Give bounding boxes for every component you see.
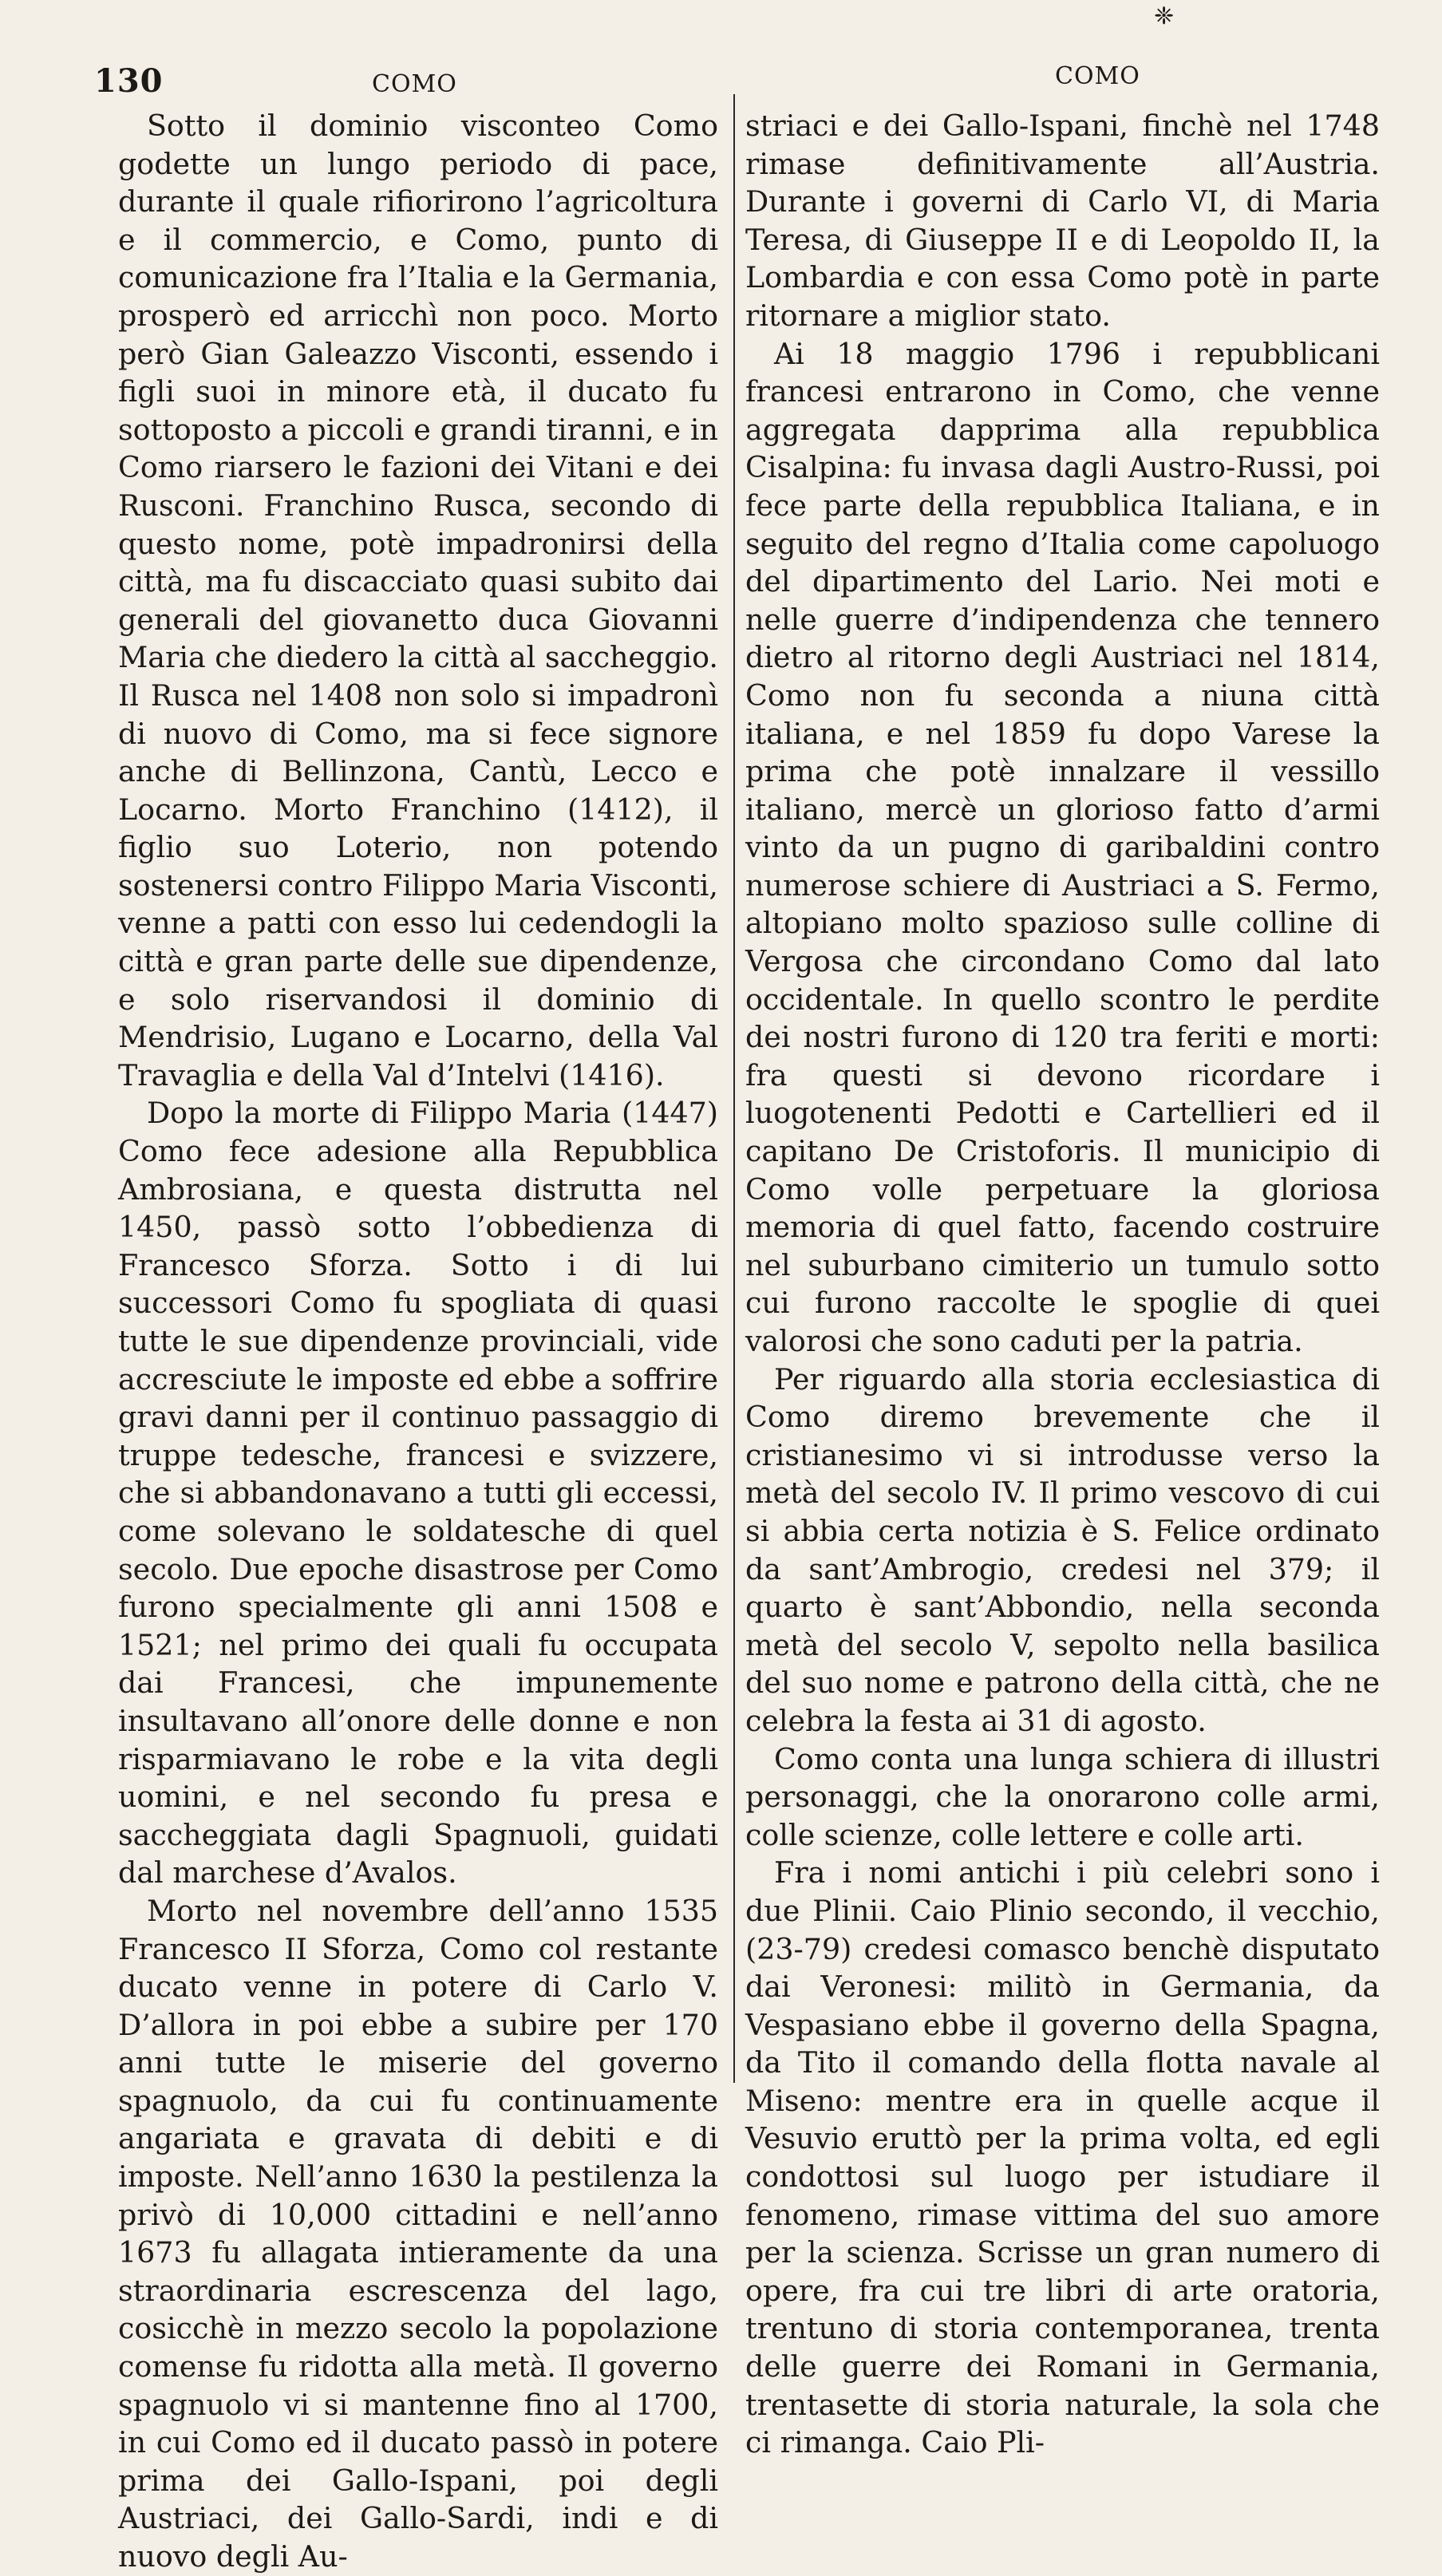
paragraph: Sotto il dominio visconteo Como godette un lungo periodo di pace, durante il quale rifiorirono l’agricoltura e il commercio, e Como, punto di comunicazione fra l’Italia e la Germania, prosperò ed arricchì non poco. Morto però Gian Galeazzo Visconti, essendo i figli suoi in minore età, il ducato fu sottoposto a piccoli e grandi tiranni, e in Como riarsero le fazioni dei Vitani e dei Rusconi. Franchino Rusca, secondo di questo nome, potè impadronirsi della città, ma fu discacciato quasi subito dai generali del giovanetto duca Giovanni Maria che diedero la città al saccheggio. Il Rusca nel 1408 non solo si impadronì di nuovo di Como, ma si fece signore anche di Bellinzona, Cantù, Lecco e Locarno. Morto Franchino (1412), il figlio suo Loterio, non potendo sostenersi contro Filippo Maria Visconti, venne a patti con esso lui cedendogli la città e gran parte delle sue dipendenze, e solo riservandosi il dominio di Mendrisio, Lugano e Locarno, della Val Travaglia e della Val d’Intelvi (1416). xyxy=(118,109,718,1092)
running-head-left: COMO xyxy=(372,70,457,98)
paragraph: Per riguardo alla storia ecclesiastica di Como diremo brevemente che il cristianesimo vi si introdusse verso la metà del secolo IV. Il primo vescovo di cui si abbia certa notizia è S. Felice ordinato da sant’Ambrogio, credesi nel 379; il quarto è sant’Abbondio, nella seconda metà del secolo V, sepolto nella basilica del suo nome e patrono della città, che ne celebra la festa ai 31 di agosto. xyxy=(745,1361,1380,1738)
left-header xyxy=(94,62,718,107)
left-column xyxy=(94,62,718,2576)
ornament-mark: ❈ xyxy=(1154,2,1175,30)
left-text xyxy=(118,107,718,2576)
page-number: 130 xyxy=(94,62,164,100)
paragraph-continuation: striaci e dei Gallo-Ispani, finchè nel 1748 rimase definitivamente all’Austria. Durante i governi di Carlo VI, di Maria Teresa, di Giuseppe II e di Leopoldo II, la Lombardia e con essa Como potè in parte ritornare a miglior stato. xyxy=(745,109,1380,333)
right-text xyxy=(745,107,1380,2462)
right-header xyxy=(745,62,1380,107)
paragraph: Fra i nomi antichi i più celebri sono i due Plinii. Caio Plinio secondo, il vecchio, (23-79) credesi comasco benchè disputato dai Veronesi: militò in Germania, da Vespasiano ebbe il governo della Spagna, da Tito il comando della flotta navale al Miseno: mentre era in quelle acque il Vesuvio eruttò per la prima volta, ed egli condottosi sul luogo per istudiare il fenomeno, rimase vittima del suo amore per la scienza. Scrisse un gran numero di opere, fra cui tre libri di arte oratoria, trentuno di storia contemporanea, trenta delle guerre dei Romani in Germania, trentasette di storia naturale, la sola che ci rimanga. Caio Pli- xyxy=(745,1855,1380,2460)
paragraph: Como conta una lunga schiera di illustri personaggi, che la onorarono colle armi, colle scienze, colle lettere e colle arti. xyxy=(745,1741,1380,1852)
paragraph: Morto nel novembre dell’anno 1535 Francesco II Sforza, Como col restante ducato venne in potere di Carlo V. D’allora in poi ebbe a subire per 170 anni tutte le miserie del governo spagnuolo, da cui fu continuamente angariata e gravata di debiti e di imposte. Nell’anno 1630 la pestilenza la privò di 10,000 cittadini e nell’anno 1673 fu allagata intieramente da una straordinaria escrescenza del lago, cosicchè in mezzo secolo la popolazione comense fu ridotta alla metà. Il governo spagnuolo vi si mantenne fino al 1700, in cui Como ed il ducato passò in potere prima dei Gallo-Ispani, poi degli Austriaci, dei Gallo-Sardi, indi e di nuovo degli Au- xyxy=(118,1893,718,2574)
column-divider xyxy=(733,94,735,2083)
running-head-right: COMO xyxy=(1055,62,1140,90)
right-column xyxy=(745,62,1380,2462)
paragraph: Dopo la morte di Filippo Maria (1447) Como fece adesione alla Repubblica Ambrosiana, e questa distrutta nel 1450, passò sotto l’obbedienza di Francesco Sforza. Sotto i di lui successori Como fu spogliata di quasi tutte le sue dipendenze provinciali, vide accresciute le imposte ed ebbe a soffrire gravi danni per il continuo passaggio di truppe tedesche, francesi e svizzere, che si abbandonavano a tutti gli eccessi, come solevano le soldatesche di quel secolo. Due epoche disastrose per Como furono specialmente gli anni 1508 e 1521; nel primo dei quali fu occupata dai Francesi, che impunemente insultavano all’onore delle donne e non risparmiavano le robe e la vita degli uomini, e nel secondo fu presa e saccheggiata dagli Spagnuoli, guidati dal marchese d’Avalos. xyxy=(118,1096,718,1891)
paragraph: Ai 18 maggio 1796 i repubblicani francesi entrarono in Como, che venne aggregata dapprima alla repubblica Cisalpina: fu invasa dagli Austro-Russi, poi fece parte della repubblica Italiana, e in seguito del regno d’Italia come capoluogo del dipartimento del Lario. Nei moti e nelle guerre d’indipendenza che tennero dietro al ritorno degli Austriaci nel 1814, Como non fu seconda a niuna città italiana, e nel 1859 fu dopo Varese la prima che potè innalzare il vessillo italiano, mercè un glorioso fatto d’armi vinto da un pugno di garibaldini contro numerose schiere di Austriaci a S. Fermo, altopiano molto spazioso sulle colline di Vergosa che circondano Como dal lato occidentale. In quello scontro le perdite dei nostri furono di 120 tra feriti e morti: fra questi si devono ricordare i luogotenenti Pedotti e Cartellieri ed il capitano De Cristoforis. Il municipio di Como volle perpetuare la gloriosa memoria di quel fatto, facendo costruire nel suburbano cimiterio un tumulo sotto cui furono raccolte le spoglie di quei valorosi che sono caduti per la patria. xyxy=(745,336,1380,1358)
